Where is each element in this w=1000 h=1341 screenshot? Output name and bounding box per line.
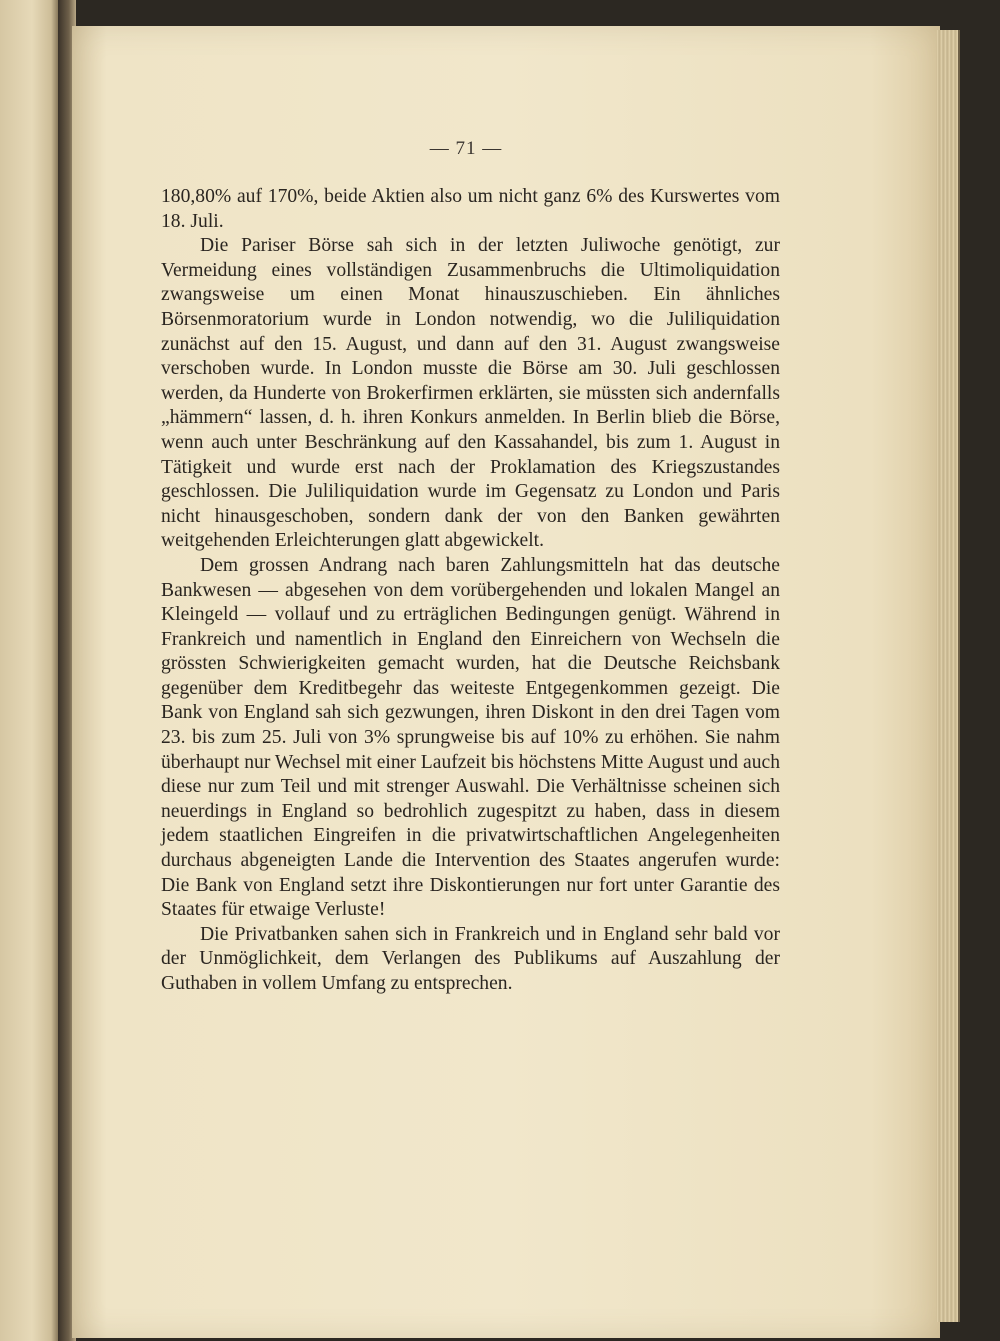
previous-page-edge [0,0,58,1341]
paragraph: 180,80% auf 170%, beide Aktien also um nicht ganz 6% des Kurswertes vom 18. Juli. [161,186,780,232]
page-stack-edges [936,30,960,1322]
paragraph: Dem grossen Andrang nach baren Zahlungsmitteln hat das deutsche Bankwesen — abgesehen von dem vorübergehenden und lokalen Mangel an Kleingeld — vollauf und zu erträglichen Bedingungen genügt. Während in Frankreich und namentlich in England den Einreichern von Wechseln die grössten Schwierigkeiten gemacht wurden, hat die Deutsche Reichsbank gegenüber dem Kreditbegehr das weiteste Entgegenkommen gezeigt. Die Bank von England sah sich gezwungen, ihren Diskont in den drei Tagen vom 23. bis zum 25. Juli von 3% sprungweise bis auf 10% zu erhöhen. Sie nahm überhaupt nur Wechsel mit einer Laufzeit bis höchstens Mitte August und auch diese nur zum Teil und mit strenger Auswahl. Die Verhältnisse scheinen sich neuerdings in England so bedrohlich zugespitzt zu haben, dass in diesem jedem staatlichen Eingreifen in die privatwirtschaftlichen Angelegenheiten durchaus abgeneigten Lande die Intervention des Staates angerufen wurde: Die Bank von England setzt ihre Diskontierungen nur fort unter Garantie des Staates für etwaige Verluste! [161,554,780,921]
page-number: — 71 — [429,138,503,159]
paragraph: Die Pariser Börse sah sich in der letzten Juliwoche genötigt, zur Vermeidung eines vollständigen Zusammenbruchs die Ultimoliquidation zwangsweise um einen Monat hinauszuschieben. Ein ähnliches Börsenmoratorium wurde in London notwendig, wo die Juliliquidation zunächst auf den 15. August, und dann auf den 31. August zwangsweise verschoben wurde. In London musste die Börse am 30. Juli geschlossen werden, da Hunderte von Brokerfirmen erklärten, sie müssten sich andernfalls „hämmern“ lassen, d. h. ihren Konkurs anmelden. In Berlin blieb die Börse, wenn auch unter Beschränkung auf den Kassahandel, bis zum 1. August in Tätigkeit und wurde erst nach der Proklamation des Kriegszustandes geschlossen. Die Juliliquidation wurde im Gegensatz zu London und Paris nicht hinausgeschoben, sondern dank der von den Banken gewährten weitgehenden Erleichterungen glatt abgewickelt. [161,235,780,552]
body-text [161,185,780,997]
paragraph: Die Privatbanken sahen sich in Frankreich und in England sehr bald vor der Unmöglichkeit, dem Verlangen des Publikums auf Auszahlung der Guthaben in vollem Umfang zu entsprechen. [161,923,780,994]
